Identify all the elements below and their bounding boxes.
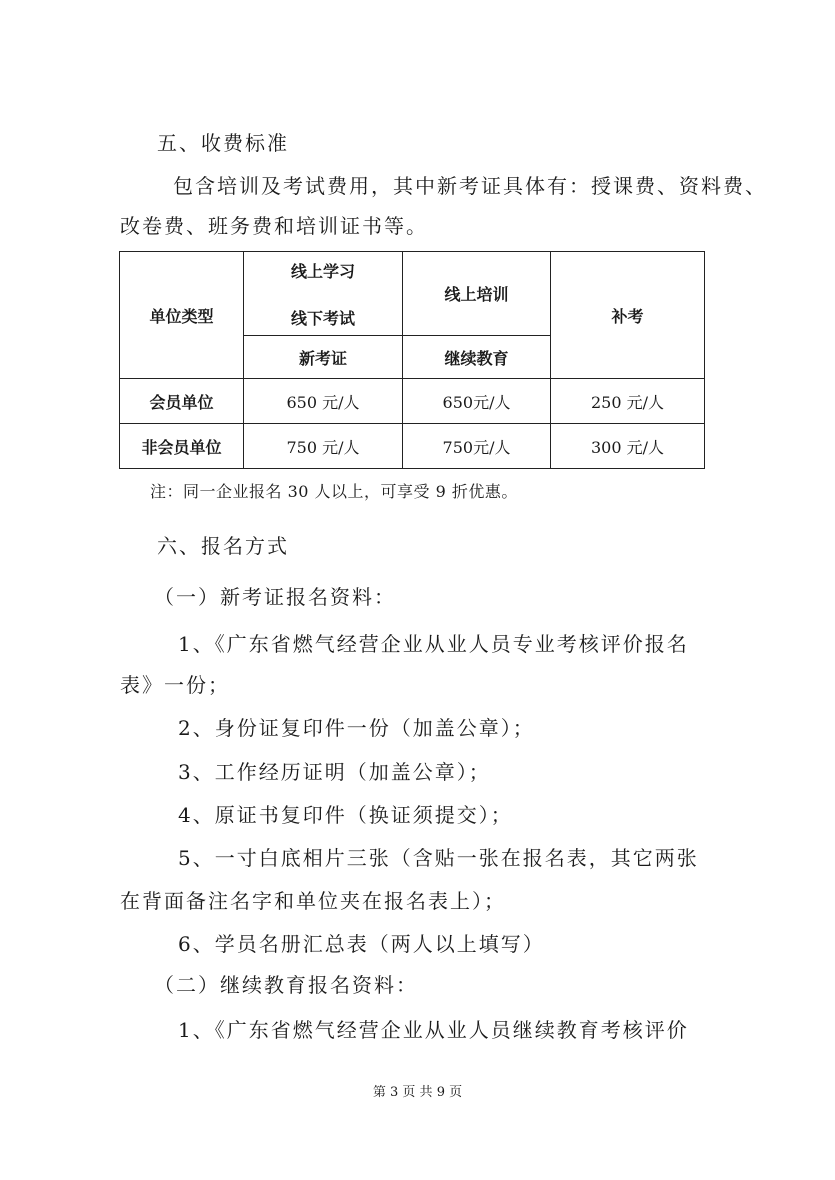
subheader-new-certificate: 新考证 xyxy=(244,336,403,379)
fee-table xyxy=(119,251,705,469)
sub2-title: （二）继续教育报名资料： xyxy=(154,973,418,997)
row-new-cert-fee: 750 元/人 xyxy=(244,424,403,469)
row-new-cert-fee: 650 元/人 xyxy=(244,379,403,424)
sub1-item2: 2、身份证复印件一份（加盖公章）； xyxy=(178,716,535,740)
sub1-item5-line1: 5、一寸白底相片三张（含贴一张在报名表，其它两张 xyxy=(178,846,699,870)
section6-title: 六、报名方式 xyxy=(157,534,289,558)
header-makeup-exam: 补考 xyxy=(551,252,705,379)
row-continuing-fee: 650元/人 xyxy=(403,379,551,424)
row-makeup-fee: 300 元/人 xyxy=(551,424,705,469)
header-unit-type: 单位类型 xyxy=(120,252,244,379)
discount-note: 注：同一企业报名 30 人以上，可享受 9 折优惠。 xyxy=(150,482,518,501)
section5-paragraph-line1: 包含培训及考试费用，其中新考证具体有：授课费、资料费、 xyxy=(173,174,767,198)
sub1-item4: 4、原证书复印件（换证须提交）； xyxy=(178,803,513,827)
sub1-item1-line1: 1、《广东省燃气经营企业从业人员专业考核评价报名 xyxy=(178,632,689,656)
subheader-continuing-education: 继续教育 xyxy=(403,336,551,379)
sub2-item1-line1: 1、《广东省燃气经营企业从业人员继续教育考核评价 xyxy=(178,1018,689,1042)
section5-paragraph-line2: 改卷费、班务费和培训证书等。 xyxy=(120,214,428,238)
sub1-item5-line2: 在背面备注名字和单位夹在报名表上）； xyxy=(120,889,506,913)
sub1-item1-line2: 表》一份； xyxy=(120,673,230,697)
section5-title: 五、收费标准 xyxy=(157,131,289,155)
header-online-learning-offline-exam xyxy=(244,252,403,336)
table-row xyxy=(120,379,705,424)
sub1-item3: 3、工作经历证明（加盖公章）； xyxy=(178,760,491,784)
row-makeup-fee: 250 元/人 xyxy=(551,379,705,424)
row-continuing-fee: 750元/人 xyxy=(403,424,551,469)
table-row xyxy=(120,424,705,469)
sub1-item6: 6、学员名册汇总表（两人以上填写） xyxy=(178,932,545,956)
header-offline-exam: 线下考试 xyxy=(290,308,355,328)
page-number-footer: 第 3 页 共 9 页 xyxy=(372,1085,463,1100)
row-unit-type: 非会员单位 xyxy=(120,424,244,469)
sub1-title: （一）新考证报名资料： xyxy=(154,585,396,609)
row-unit-type: 会员单位 xyxy=(120,379,244,424)
header-online-training: 线上培训 xyxy=(403,252,551,336)
header-online-learning: 线上学习 xyxy=(290,261,355,281)
